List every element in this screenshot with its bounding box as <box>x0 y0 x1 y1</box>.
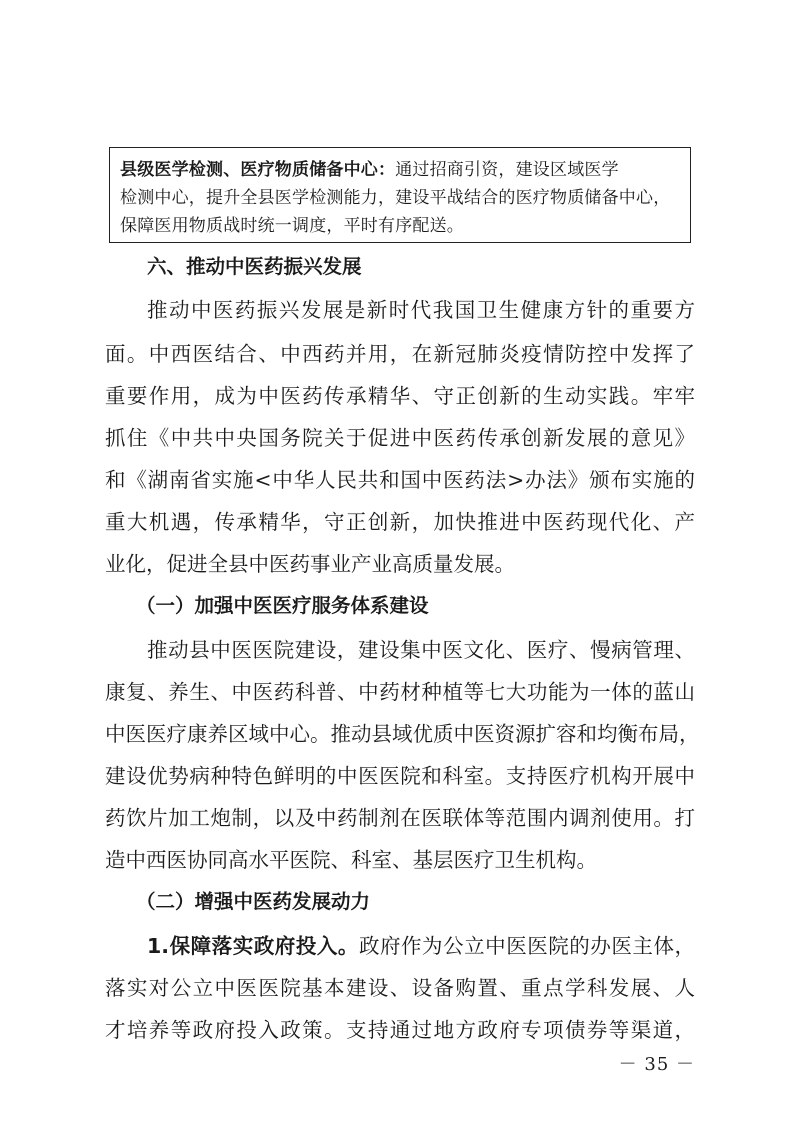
box-line-2: 检测中心，提升全县医学检测能力，建设平战结合的医疗物质储备中心， <box>120 188 671 208</box>
paragraph-line: 造中西医协同高水平医院、科室、基层医疗卫生机构。 <box>105 848 597 872</box>
item-1-title: 1.保障落实政府投入。 <box>147 934 359 958</box>
paragraph-line: 重要作用，成为中医药传承精华、守正创新的生动实践。牢牢 <box>105 384 695 408</box>
subsection-heading-1: （一）加强中医医疗服务体系建设 <box>136 594 429 617</box>
paragraph-line: 业化，促进全县中医药事业产业高质量发展。 <box>105 552 515 576</box>
box-line-3: 保障医用物质战时统一调度，平时有序配送。 <box>120 216 464 236</box>
paragraph-line-item-1 <box>147 932 695 960</box>
paragraph-line: 康复、养生、中医药科普、中药材种植等七大功能为一体的蓝山 <box>105 680 695 704</box>
paragraph-line: 中医医疗康养区域中心。推动县域优质中医资源扩容和均衡布局， <box>105 722 700 746</box>
box-title: 县级医学检测、医疗物质储备中心： <box>120 160 396 180</box>
paragraph-line: 落实对公立中医医院基本建设、设备购置、重点学科发展、人 <box>105 976 695 1000</box>
paragraph-line: 抓住《中共中央国务院关于促进中医药传承创新发展的意见》 <box>105 426 695 450</box>
section-heading-6: 六、推动中医药振兴发展 <box>147 255 362 278</box>
subsection-heading-2: （二）增强中医药发展动力 <box>136 890 371 913</box>
box-line-1-text: 通过招商引资，建设区域医学 <box>395 160 619 180</box>
item-1-text: 政府作为公立中医医院的办医主体， <box>358 934 695 958</box>
paragraph-line: 重大机遇，传承精华，守正创新，加快推进中医药现代化、产 <box>105 510 695 534</box>
paragraph-line: 面。中西医结合、中西药并用，在新冠肺炎疫情防控中发挥了 <box>105 342 695 366</box>
paragraph-line: 药饮片加工炮制，以及中药制剂在医联体等范围内调剂使用。打 <box>105 806 695 830</box>
paragraph-line: 推动中医药振兴发展是新时代我国卫生健康方针的重要方 <box>147 298 695 322</box>
page-number: － 35 － <box>618 1054 695 1075</box>
paragraph-line: 推动县中医医院建设，建设集中医文化、医疗、慢病管理、 <box>147 638 695 662</box>
paragraph-line: 才培养等政府投入政策。支持通过地方政府专项债券等渠道， <box>105 1018 695 1042</box>
paragraph-line: 和《湖南省实施<中华人民共和国中医药法>办法》颁布实施的 <box>105 468 695 492</box>
paragraph-line: 建设优势病种特色鲜明的中医医院和科室。支持医疗机构开展中 <box>105 764 695 788</box>
box-line-1 <box>120 160 685 180</box>
